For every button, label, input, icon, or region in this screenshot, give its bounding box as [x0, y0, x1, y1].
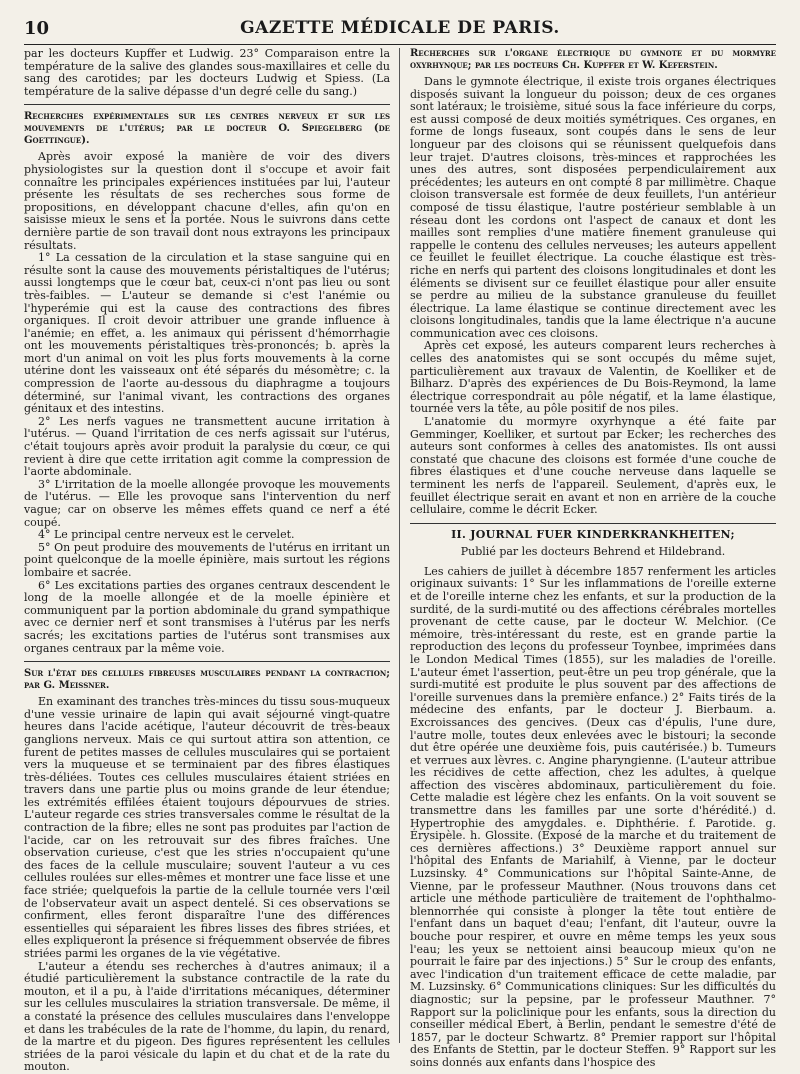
divider	[24, 661, 390, 662]
section-subtitle: Publié par les docteurs Behrend et Hildebrand.	[460, 544, 726, 558]
paragraph: Dans le gymnote électrique, il existe trois organes électriques disposés suivant la longueur du poisson; deux de ces organes sont latéraux; le troisième, situé sous la face inférieure du corps, est aussi composé de deux moitiés symétriques. Ces organes, en forme de longs fuseaux, sont coupés dans le sens de leur longueur par des cloisons qui se réunissent quelquefois dans leur trajet. D'autres cloisons, très-minces et rapprochées les unes des autres, sont disposées perpendiculairement aux précédentes; les auteurs en ont compté 8 par millimètre. Chaque cloison transversale est formée de deux feuillets, l'un antérieur composé de tissu élastique, l'autre postérieur semblable à un réseau dont les cordons ont l'aspect de canaux et dont les mailles sont remplies d'une matière finement granuleuse qui rappelle le contenu des cellules nerveuses; les auteurs appellent ce feuillet le feuillet électrique. La couche élastique est très-riche en nerfs qui partent des cloisons longitudinales et dont les éléments se divisent sur ce feuillet élastique pour aller ensuite se perdre au milieu de la substance granuleuse du feuillet électrique. La lame élastique se continue directement avec les cloisons longitudinales, tandis que la lame électrique n'a aucune communication avec ces cloisons.	[410, 75, 776, 340]
list-item: 2° Les nerfs vagues ne transmettent aucune irritation à l'utérus. — Quand l'irritation de ces nerfs agissait sur l'utérus, c'était toujours après avoir produit la paralysie du cœur, ce qui revient à dire que cette irritation agit comme la compression de l'aorte abdominale.	[24, 414, 390, 479]
paragraph: Après cet exposé, les auteurs comparent leurs recherches à celles des anatomistes qui se sont occupés du même sujet, particulièrement aux travaux de Valentin, de Koelliker et de Bilharz. D'après des expériences de Du Bois-Reymond, la lame électrique correspondrait au pôle négatif, et la lame élastique, tournée vers la tête, au pôle positif de nos piles.	[410, 339, 776, 416]
divider	[24, 104, 390, 105]
page-header	[24, 14, 776, 45]
list-item: 6° Les excitations parties des organes centraux descendent le long de la moelle allongée et de la moelle épinière et communiquent par la portion abdominale du grand sympathique avec ce dernier nerf et sont transmises à l'utérus par les nerfs sacrés; les excitations parties de l'utérus sont transmises aux organes centraux par la même voie.	[24, 578, 390, 655]
left-column	[24, 47, 390, 1074]
list-item: 5° On peut produire des mouvements de l'utérus en irritant un point quelconque de la moelle épinière, mais surtout les régions lombaire et sacrée.	[24, 540, 390, 579]
paragraph: En examinant des tranches très-minces du tissu sous-muqueux d'une vessie urinaire de lapin qui avait séjourné vingt-quatre heures dans l'acide acétique, l'auteur découvrit de très-beaux ganglions nerveux. Mais ce qui surtout attira son attention, ce furent de petites masses de cellules musculaires qui se portaient vers la muqueuse et se terminaient par des fibres élastiques très-déliées. Toutes ces cellules musculaires étaient striées en travers dans une partie plus ou moins grande de leur étendue; les extrémités effilées étaient toujours dépourvues de stries. L'auteur regarde ces stries transversales comme le résultat de la contraction de la fibre; elles ne sont pas produites par l'action de l'acide, car on les retrouvait sur des fibres fraîches. Une observation curieuse, c'est que les stries n'occupaient qu'une des faces de la cellule musculaire; souvent l'auteur a vu ces cellules roulées sur elles-mêmes et montrer une face lisse et une face striée; quelquefois la partie de la cellule tournée vers l'œil de l'observateur avait un aspect dentelé. Si ces observations se confirment, elles feront disparaître l'une des différences essentielles qui séparaient les fibres lisses des fibres striées, et elles expliqueront la présence si fréquemment observée de fibres striées parmi les organes de la vie végétative.	[24, 695, 390, 960]
paragraph: L'anatomie du mormyre oxyrhynque a été faite par Gemminger, Koelliker, et surtout par Ecker; les recherches des auteurs sont conformes à celles des anatomistes. Ils ont aussi constaté que chacune des cloisons est formée d'une couche de fibres élastiques et d'une couche nerveuse dans laquelle se terminent les nerfs de l'appareil. Seulement, d'après eux, le feuillet électrique serait en avant et non en arrière de la couche cellulaire, comme le décrit Ecker.	[410, 415, 776, 517]
list-item: 3° L'irritation de la moelle allongée provoque les mouvements de l'utérus. — Elle les provoque sans l'intervention du nerf vague; car on observe les mêmes effets quand ce nerf a été coupé.	[24, 477, 390, 529]
running-title: GAZETTE MÉDICALE DE PARIS.	[240, 18, 560, 38]
article-heading: Recherches expérimentales sur les centres nerveux et sur les mouvements de l'utérus; par le docteur O. Spiegelberg (de Goettingue).	[24, 111, 390, 147]
divider	[410, 523, 776, 524]
list-item: 4° Le principal centre nerveux est le cervelet.	[38, 528, 295, 542]
list-item: 1° La cessation de la circulation et la stase sanguine qui en résulte sont la cause des mouvements péristaltiques de l'utérus; aussi longtemps que le cœur bat, ceux-ci n'ont pas lieu ou sont très-faibles. — L'auteur se demande si c'est l'anémie ou l'hyperémie qui est la cause des contractions des fibres organiques. Il croit devoir attribuer une grande influence à l'anémie; en effet, a. les animaux qui périssent d'hémorrhagie ont les mouvements péristaltiques très-prononcés; b. après la mort d'un animal on voit les plus forts mouvements à la corne utérine dont les vaisseaux ont été séparés du mésomètre; c. la compression de l'aorte au-dessous du diaphragme a toujours déterminé, sur l'animal vivant, les contractions des organes génitaux et des intestins.	[24, 251, 390, 416]
section-title: II. JOURNAL FUER KINDERKRANKHEITEN;	[451, 527, 735, 541]
column-divider	[399, 48, 400, 1043]
article-heading: Recherches sur l'organe électrique du gymnote et du mormyre oxyrhynque; par les docteurs Ch. Kupffer et W. Keferstein.	[410, 48, 776, 71]
paragraph: par les docteurs Kupffer et Ludwig. 23° Comparaison entre la température de la salive des glandes sous-maxillaires et celle du sang des carotides; par les docteurs Ludwig et Spiess. (La température de la salive dépasse d'un degré celle du sang.)	[24, 47, 390, 98]
right-column	[410, 48, 776, 1069]
paragraph: L'auteur a étendu ses recherches à d'autres animaux; il a étudié particulièrement la substance contractile de la rate du mouton, et il a pu, à l'aide d'irritations mécaniques, déterminer sur les cellules musculaires la striation transversale. De même, il a constaté la présence des cellules musculaires dans l'enveloppe et dans les trabécules de la rate de l'homme, du lapin, du renard, de la martre et du pigeon. Des figures représentent les cellules striées de la paroi vésicale du lapin et du chat et de la rate du mouton.	[24, 959, 390, 1074]
article-columns	[24, 47, 776, 1074]
article-heading: Sur l'état des cellules fibreuses musculaires pendant la contraction; par G. Meissner.	[24, 668, 390, 692]
page-number: 10	[24, 18, 50, 39]
paragraph: Les cahiers de juillet à décembre 1857 renferment les articles originaux suivants: 1° Sur les inflammations de l'oreille externe et de l'oreille interne chez les enfants, et sur la production de la surdité, de la surdi-mutité ou des affections cérébrales mortelles provenant de cette cause, par le docteur W. Melchior. (Ce mémoire, très-intéressant du reste, est en grande partie la reproduction des leçons du professeur Toynbee, imprimées dans le London Medical Times (1855), sur les maladies de l'oreille. L'auteur émet l'assertion, peut-être un peu trop générale, que la surdi-mutité est produite le plus souvent par des affections de l'oreille survenues dans la première enfance.) 2° Faits tirés de la médecine des enfants, par le docteur J. Bierbaum. a. Excroissances des gencives. (Deux cas d'épulis, l'une dure, l'autre molle, toutes deux enlevées avec le bistouri; la seconde dut être opérée une deuxième fois, puis cautérisée.) b. Tumeurs et verrues aux lèvres. c. Angine pharyngienne. (L'auteur attribue les récidives de cette affection, chez les adultes, à quelque affection des viscères abdominaux, particulièrement du foie. Cette maladie est légère chez les enfants. On la voit souvent se transmettre dans les familles par une sorte d'hérédité.) d. Hypertrophie des amygdales. e. Diphthérie. f. Parotide. g. Érysipèle. h. Glossite. (Exposé de la marche et du traitement de ces dernières affections.) 3° Deuxième rapport annuel sur l'hôpital des Enfants de Mariahilf, à Vienne, par le docteur Luzsinsky. 4° Communications sur l'hôpital Sainte-Anne, de Vienne, par le professeur Mauthner. (Nous trouvons dans cet article une méthode particulière de traitement de l'ophthalmo-blennorrhée qui consiste à plonger la tête tout entière de l'enfant dans un baquet d'eau; l'enfant, dit l'auteur, ouvre la bouche pour respirer, et ouvre en même temps les yeux sous l'eau; les yeux se nettoient ainsi beaucoup mieux qu'on ne pourrait le faire par des injections.) 5° Sur le croup des enfants, avec l'indication d'un traitement efficace de cette maladie, par M. Luzsinsky. 6° Communications cliniques: Sur les difficultés du diagnostic; sur la pepsine, par le professeur Mauthner. 7° Rapport sur la policlinique pour les enfants, sous la direction du conseiller médical Ebert, à Berlin, pendant le semestre d'été de 1857, par le docteur Schwartz. 8° Premier rapport sur l'hôpital des Enfants de Stettin, par le docteur Steffen. 9° Rapport sur les soins donnés aux enfants dans l'hospice des	[410, 564, 776, 1069]
paragraph: Après avoir exposé la manière de voir des divers physiologistes sur la question dont il s'occupe et avoir fait connaître les principales expériences instituées par lui, l'auteur présente les résultats de ses recherches sous forme de propositions, en développant chacune d'elles, afin qu'on en saisisse mieux le sens et la portée. Nous le suivrons dans cette dernière partie de son travail dont nous extrayons les principaux résultats.	[24, 150, 390, 252]
